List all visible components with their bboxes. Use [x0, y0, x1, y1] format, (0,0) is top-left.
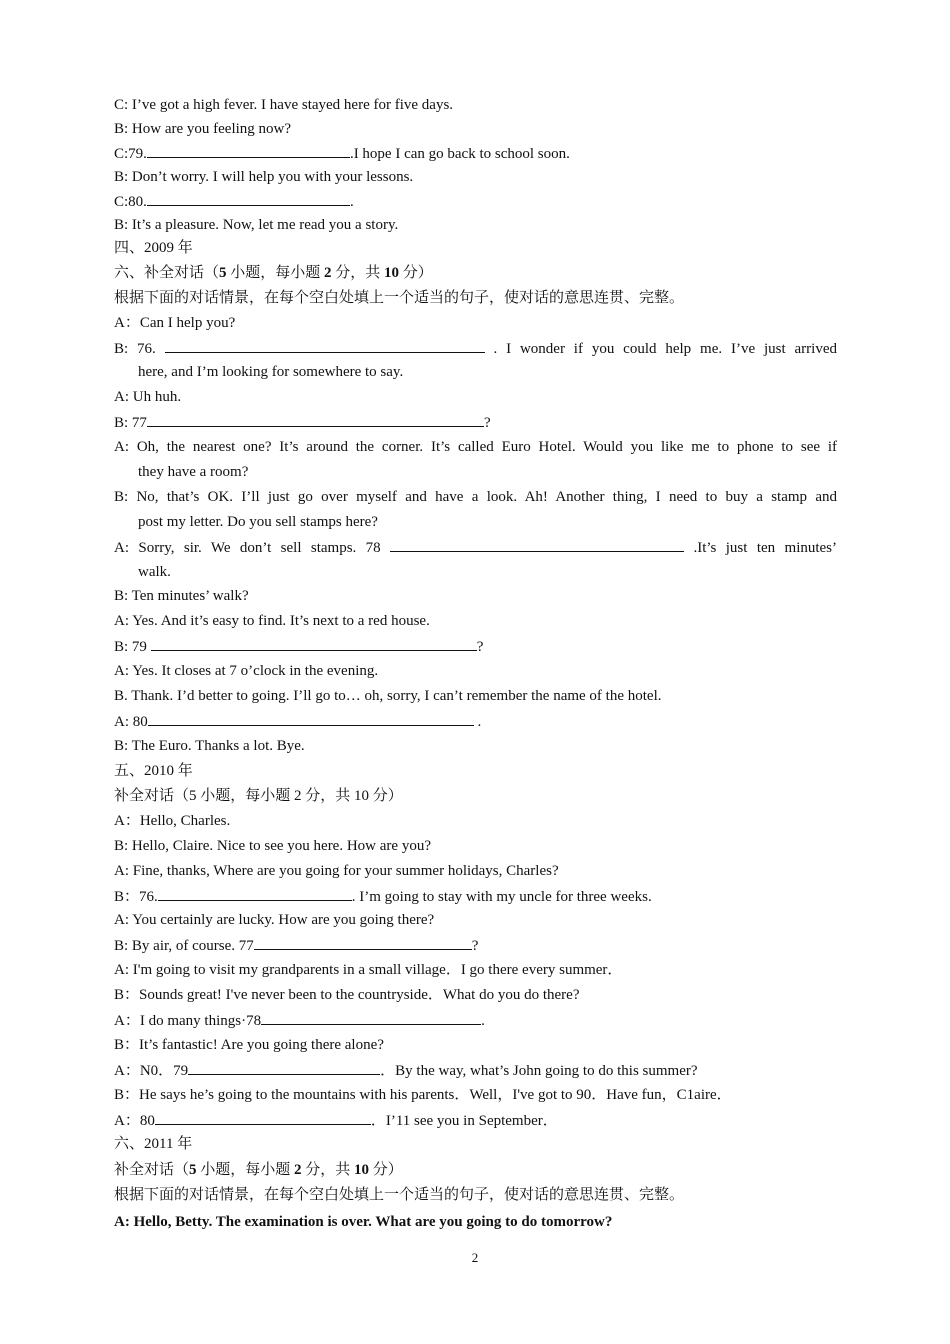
section-heading: 四、2009 年 — [114, 240, 193, 256]
text-line: C: I’ve got a high fever. I have stayed here for five days. — [114, 97, 454, 113]
text-line: A：Hello, Charles. — [114, 813, 231, 829]
text-line: B: Ten minutes’ walk? — [114, 588, 249, 604]
line-part: B: 77 — [114, 415, 147, 431]
answer-blank[interactable] — [254, 935, 472, 950]
line-part: 分） — [399, 265, 433, 281]
text-line: here, and I’m looking for somewhere to say. — [138, 364, 404, 380]
answer-blank[interactable] — [188, 1060, 380, 1075]
text-line — [114, 1010, 485, 1031]
line-part: 10 — [354, 1162, 370, 1178]
line-part: ? — [476, 639, 484, 655]
line-part: C:80. — [114, 194, 147, 210]
text-line — [114, 1160, 403, 1180]
line-part: 10 — [384, 265, 400, 281]
line-part: 5 — [219, 265, 227, 281]
answer-blank[interactable] — [165, 338, 485, 353]
text-line: walk. — [138, 564, 171, 580]
line-part: 2 — [294, 1162, 302, 1178]
text-line: post my letter. Do you sell stamps here? — [138, 514, 378, 530]
line-part: 小题，每小题 — [196, 1162, 295, 1178]
answer-blank[interactable] — [148, 711, 474, 726]
answer-blank[interactable] — [147, 143, 350, 158]
line-part: ? — [483, 415, 491, 431]
line-part: . I wonder if you could help me. I’ve just arrived — [493, 341, 837, 357]
text-line: B. Thank. I’d better to going. I’ll go to… oh, sorry, I can’t remember the name of the hotel. — [114, 688, 662, 704]
text-line — [114, 263, 433, 283]
line-part: B：76. — [114, 889, 158, 905]
line-part: B: 76. — [114, 341, 156, 357]
text-line — [114, 1060, 698, 1081]
line-part: B: By air, of course. 77 — [114, 938, 254, 954]
text-line: A：Can I help you? — [114, 315, 236, 331]
line-part: 分，共 — [301, 1162, 355, 1178]
text-line: B: Hello, Claire. Nice to see you here. How are you? — [114, 838, 431, 854]
answer-blank[interactable] — [151, 636, 477, 651]
text-line — [114, 636, 483, 657]
text-line — [114, 537, 837, 558]
line-part: A：N0．79 — [114, 1063, 189, 1079]
text-line — [114, 711, 481, 732]
text-line: B：It’s fantastic! Are you going there alone? — [114, 1037, 384, 1053]
line-part: 分，共 — [331, 265, 385, 281]
line-part: A: Sorry, sir. We don’t sell stamps. 78 — [114, 540, 381, 556]
line-part: B: 79 — [114, 639, 147, 655]
text-line: B: No, that’s OK. I’ll just go over myself and have a look. Ah! Another thing, I need to buy a stamp and — [114, 489, 837, 505]
text-line — [114, 886, 652, 907]
answer-blank[interactable] — [390, 537, 684, 552]
line-part: C:79. — [114, 146, 147, 162]
text-line: B：He says he’s going to the mountains with his parents．Well，I've got to 90．Have fun，C1aire． — [114, 1087, 732, 1103]
text-line — [114, 412, 491, 433]
text-line: A: Uh huh. — [114, 389, 182, 405]
line-part: . I’m going to stay with my uncle for three weeks. — [351, 889, 652, 905]
line-part: ．By the way, what’s John going to do this summer? — [380, 1063, 698, 1079]
line-part: . — [473, 714, 482, 730]
line-part: A：I do many things·78 — [114, 1013, 262, 1029]
line-part: ? — [471, 938, 479, 954]
answer-blank[interactable] — [147, 412, 484, 427]
instruction-line: 根据下面的对话情景，在每个空白处填上一个适当的句子，使对话的意思连贯、完整。 — [114, 290, 685, 306]
line-part: A：80 — [114, 1113, 155, 1129]
section-heading: 六、2011 年 — [114, 1136, 193, 1152]
answer-blank[interactable] — [158, 886, 352, 901]
text-line: A: Oh, the nearest one? It’s around the corner. It’s called Euro Hotel. Would you like me to phone to see if — [114, 439, 837, 455]
text-line: they have a room? — [138, 464, 249, 480]
text-line: A: Yes. And it’s easy to find. It’s next to a red house. — [114, 613, 430, 629]
answer-blank[interactable] — [261, 1010, 481, 1025]
text-line: A: Hello, Betty. The examination is over. What are you going to do tomorrow? — [114, 1214, 613, 1230]
line-part: . — [481, 1013, 485, 1029]
page-number: 2 — [471, 1250, 479, 1265]
text-line — [114, 143, 570, 164]
text-line: A: You certainly are lucky. How are you going there? — [114, 912, 435, 928]
line-part: 六、补全对话（ — [114, 265, 220, 281]
line-part: 分） — [369, 1162, 403, 1178]
line-part: .I hope I can go back to school soon. — [349, 146, 570, 162]
text-line: A: I'm going to visit my grandparents in a small village．I go there every summer． — [114, 962, 623, 978]
line-part: ．I’11 see you in September． — [370, 1113, 558, 1129]
answer-blank[interactable] — [155, 1110, 371, 1125]
text-line — [114, 935, 478, 956]
text-line: A: Yes. It closes at 7 o’clock in the evening. — [114, 663, 379, 679]
answer-blank[interactable] — [147, 191, 350, 206]
section-heading: 五、2010 年 — [114, 763, 193, 779]
line-part: . — [349, 194, 354, 210]
line-part: 小题，每小题 — [226, 265, 325, 281]
text-line: A: Fine, thanks, Where are you going for your summer holidays, Charles? — [114, 863, 559, 879]
instruction-line: 根据下面的对话情景，在每个空白处填上一个适当的句子，使对话的意思连贯、完整。 — [114, 1187, 685, 1203]
line-part: 补全对话（ — [114, 1162, 190, 1178]
text-line — [114, 1110, 558, 1131]
text-line: B: The Euro. Thanks a lot. Bye. — [114, 738, 305, 754]
text-line: B: It’s a pleasure. Now, let me read you a story. — [114, 217, 399, 233]
line-part: A: 80 — [114, 714, 148, 730]
text-line — [114, 191, 354, 212]
line-part: 2 — [324, 265, 332, 281]
text-line: B：Sounds great! I've never been to the countryside．What do you do there? — [114, 987, 580, 1003]
text-line: 补全对话（5 小题，每小题 2 分，共 10 分） — [114, 788, 403, 804]
text-line: B: How are you feeling now? — [114, 121, 292, 137]
line-part: .It’s just ten minutes’ — [693, 540, 838, 556]
line-part: 5 — [189, 1162, 197, 1178]
text-line — [114, 338, 837, 359]
text-line: B: Don’t worry. I will help you with your lessons. — [114, 169, 414, 185]
